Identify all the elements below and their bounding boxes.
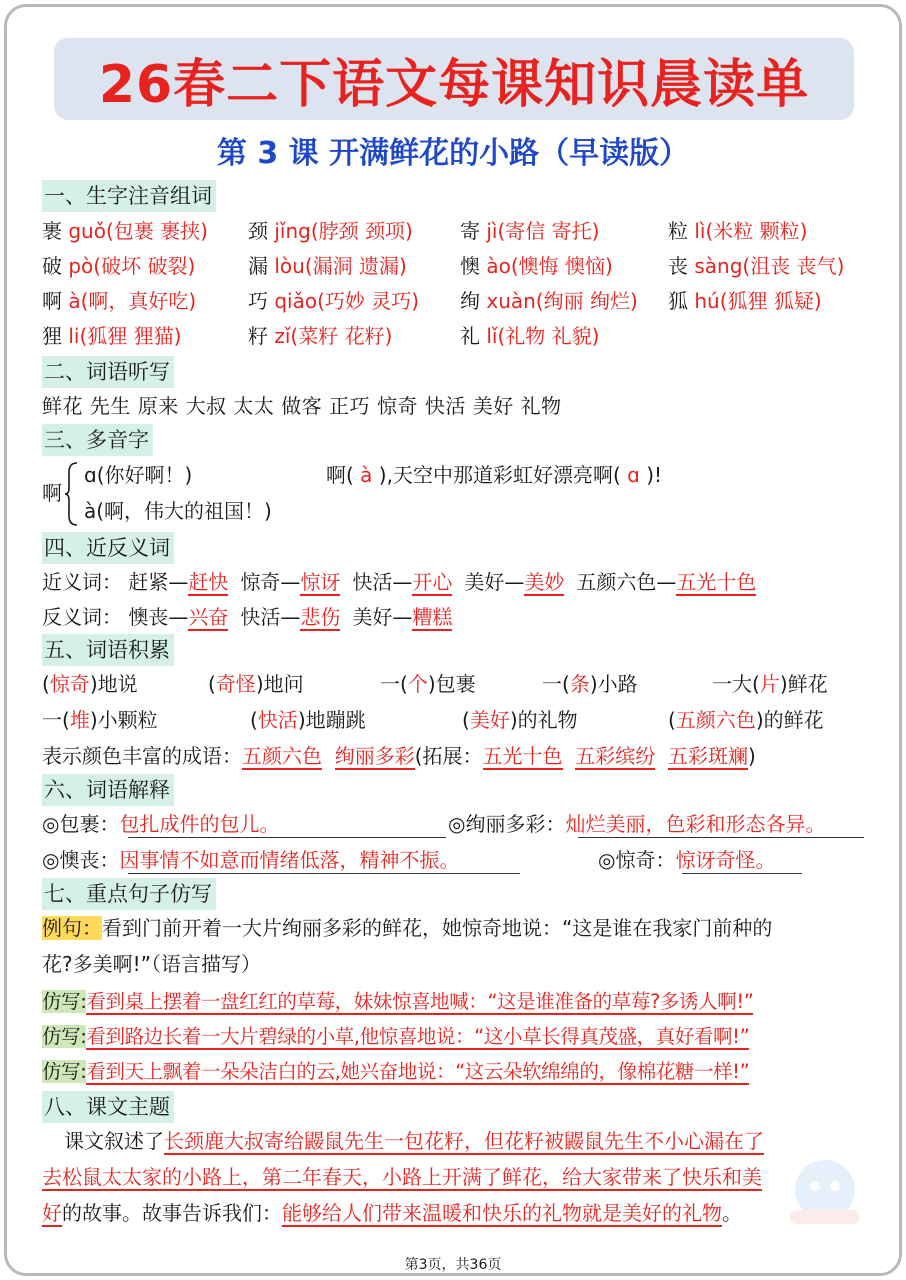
- theme-line-2: 去松鼠太太家的小路上，第二年春天，小路上开满了鲜花，给大家带来了快乐和美: [42, 1165, 762, 1189]
- fill-blank-item: [42, 666, 138, 702]
- pinyin: zǐ: [274, 324, 291, 348]
- blank-answer: 美好: [469, 708, 510, 732]
- char-row: [42, 249, 872, 284]
- synonyms-row: 近义词： 赶紧—赶快 惊奇—惊讶 快活—开心 美好—美妙 五颜六色—五光十色: [42, 570, 757, 594]
- pinyin: guǒ: [68, 219, 106, 243]
- section-heading-6: 六、词语解释: [42, 774, 174, 806]
- antonyms-row: 反义词： 懊丧—兴奋 快活—悲伤 美好—糟糕: [42, 605, 453, 629]
- section-heading-2: 二、词语听写: [42, 356, 174, 388]
- char-entry: [668, 249, 844, 284]
- blank-answer: 惊奇: [49, 672, 90, 696]
- blank-answer: 片: [759, 672, 780, 696]
- blank-prefix: (: [668, 708, 676, 732]
- char-words: (菜籽 花籽): [290, 324, 393, 348]
- pair-answer: 惊讶: [300, 570, 341, 594]
- fill-blank-item: [250, 702, 366, 738]
- blank-answer: 快活: [257, 708, 298, 732]
- char-entry: [460, 249, 613, 284]
- example-label: 例句：: [42, 916, 102, 940]
- pair-answer: 糟糕: [412, 605, 453, 629]
- pair-word: 美好—: [464, 570, 525, 594]
- imitation-sentences: [42, 984, 872, 1089]
- imitation-label: 仿写:: [42, 1025, 87, 1048]
- pair-answer: 美妙: [524, 570, 565, 594]
- char: 啊: [42, 289, 62, 313]
- content: [42, 180, 872, 1231]
- theme-line-1: 课文叙述了长颈鹿大叔寄给鼹鼠先生一包花籽，但花籽被鼹鼠先生不小心漏在了: [64, 1129, 764, 1153]
- char: 绚: [460, 289, 480, 313]
- blank-prefix: 一(: [380, 672, 408, 696]
- polyphone-reading-1: ɑ(你好啊！): [84, 463, 193, 487]
- pair-word: 快活—: [240, 605, 301, 629]
- char-words: (包裹 裹挟): [105, 219, 208, 243]
- char-words: (狐狸 狸猫): [79, 324, 182, 348]
- section-heading-3: 三、多音字: [42, 424, 153, 456]
- title-banner: [54, 38, 854, 120]
- char-entry: [668, 214, 807, 249]
- imitation-row: [42, 1019, 872, 1054]
- char-row: [42, 284, 872, 319]
- char-entry: [248, 214, 413, 249]
- fill-blank-item: [462, 702, 578, 738]
- blank-answer: 条: [569, 672, 590, 696]
- section-heading-8: 八、课文主题: [42, 1091, 174, 1123]
- pair-answer: 五光十色: [676, 570, 757, 594]
- blank-suffix: )的礼物: [509, 708, 578, 732]
- polyphone-example: 啊( à ),天空中那道彩虹好漂亮啊( ɑ )!: [326, 463, 663, 487]
- pinyin: hú: [694, 289, 720, 313]
- pinyin: pò: [68, 254, 94, 278]
- char: 狸: [42, 324, 62, 348]
- pair-answer: 兴奋: [188, 605, 229, 629]
- pinyin: lòu: [274, 254, 305, 278]
- fill-blank-item: [380, 666, 476, 702]
- blank-answer: 奇怪: [215, 672, 256, 696]
- char-words: (脖颈 颈项): [310, 219, 413, 243]
- char-entry: [460, 214, 599, 249]
- pair-word: 快活—: [352, 570, 413, 594]
- pinyin: xuàn: [486, 289, 536, 313]
- char-words: (绚丽 绚烂): [535, 289, 638, 313]
- char-entry: [248, 319, 392, 354]
- pair-word: 惊奇—: [240, 570, 301, 594]
- char: 籽: [248, 324, 268, 348]
- polyphone-reading-2: à(啊，伟大的祖国！): [84, 499, 272, 523]
- word-pair: [352, 605, 452, 629]
- section-heading-7: 七、重点句子仿写: [42, 878, 216, 910]
- blank-suffix: )鲜花: [779, 672, 828, 696]
- char-table: [42, 214, 872, 354]
- blank-answer: 堆: [69, 708, 90, 732]
- fill-blank-item: [208, 666, 304, 702]
- char-entry: [248, 284, 419, 319]
- char-entry: [248, 249, 407, 284]
- accumulation-row-1: [42, 666, 872, 702]
- blank-prefix: (: [42, 672, 50, 696]
- explain-row-2: ◎懊丧：因事情不如意而情绪低落，精神不振。 ◎惊奇：惊讶奇怪。: [42, 842, 872, 878]
- char-row: [42, 214, 872, 249]
- char-row: [42, 319, 872, 354]
- char: 破: [42, 254, 62, 278]
- blank-suffix: )小路: [589, 672, 638, 696]
- pinyin: ào: [486, 254, 511, 278]
- char-entry: [42, 284, 196, 319]
- fill-blank-item: [42, 702, 158, 738]
- char-words: (巧妙 灵巧): [317, 289, 420, 313]
- section-heading-1: 一、生字注音组词: [42, 180, 216, 212]
- fill-blank-item: [542, 666, 638, 702]
- imitation-row: [42, 984, 872, 1019]
- char-entry: [460, 284, 638, 319]
- blank-suffix: )地说: [89, 672, 138, 696]
- polyphone-char: 啊: [42, 481, 62, 505]
- blank-answer: 五颜六色: [675, 708, 756, 732]
- blank-prefix: (: [462, 708, 470, 732]
- word-pair: [576, 570, 756, 594]
- blank-suffix: )地蹦跳: [297, 708, 366, 732]
- blank-prefix: 一(: [42, 708, 70, 732]
- pair-word: 美好—: [352, 605, 413, 629]
- pinyin: lǐ: [486, 324, 498, 348]
- char-entry: [42, 249, 195, 284]
- blank-suffix: )小颗粒: [89, 708, 158, 732]
- blank-prefix: 一(: [542, 672, 570, 696]
- char-words: (懊悔 懊恼): [510, 254, 613, 278]
- pinyin: jì: [486, 219, 498, 243]
- pinyin: jǐng: [274, 219, 311, 243]
- word-pair: [240, 605, 340, 629]
- section-heading-5: 五、词语积累: [42, 634, 174, 666]
- page-number: 第3页，共36页: [404, 1257, 502, 1273]
- char-words: (啊，真好吃): [80, 289, 197, 313]
- page-title: 26春二下语文每课知识晨读单: [98, 54, 810, 115]
- example-sentence-line-1: 例句：看到门前开着一大片绚丽多彩的鲜花，她惊奇地说：“这是谁在我家门前种的: [42, 916, 773, 940]
- word-pair: [128, 570, 228, 594]
- pair-word: 五颜六色—: [576, 570, 677, 594]
- dictation-words: 鲜花 先生 原来 大叔 太太 做客 正巧 惊奇 快活 美好 礼物: [42, 394, 562, 418]
- char: 漏: [248, 254, 268, 278]
- char-words: (沮丧 丧气): [742, 254, 845, 278]
- pinyin: à: [68, 289, 81, 313]
- imitation-sentence: 看到桌上摆着一盘红红的草莓，妹妹惊喜地喊：“这是谁准备的草莓?多诱人啊!”: [86, 990, 754, 1013]
- blank-answer: 个: [407, 672, 428, 696]
- blank-prefix: (: [208, 672, 216, 696]
- imitation-sentence: 看到天上飘着一朵朵洁白的云,她兴奋地说：“这云朵软绵绵的，像棉花糖一样!”: [86, 1060, 750, 1083]
- accumulation-row-2: [42, 702, 872, 738]
- char-words: (破坏 破裂): [93, 254, 196, 278]
- blank-prefix: (: [250, 708, 258, 732]
- pair-answer: 悲伤: [300, 605, 341, 629]
- word-pair: [352, 570, 452, 594]
- char: 狐: [668, 289, 688, 313]
- char: 懊: [460, 254, 480, 278]
- section-heading-4: 四、近反义词: [42, 532, 174, 564]
- char: 寄: [460, 219, 480, 243]
- pair-word: 懊丧—: [128, 605, 189, 629]
- char-entry: [42, 214, 208, 249]
- example-sentence-line-2: 花?多美啊!”（语言描写）: [42, 952, 261, 976]
- char: 颈: [248, 219, 268, 243]
- imitation-label: 仿写:: [42, 990, 87, 1013]
- char-entry: [460, 319, 599, 354]
- theme-line-3: 好的故事。故事告诉我们：能够给人们带来温暖和快乐的礼物就是美好的礼物。: [42, 1201, 742, 1225]
- explain-row-1: ◎包裹：包扎成件的包儿。 ◎绚丽多彩：灿烂美丽，色彩和形态各异。: [42, 806, 872, 842]
- pair-answer: 开心: [412, 570, 453, 594]
- blank-suffix: )包裹: [427, 672, 476, 696]
- char: 粒: [668, 219, 688, 243]
- char-words: (米粒 颗粒): [705, 219, 808, 243]
- char-words: (狐狸 狐疑): [719, 289, 822, 313]
- pinyin: sàng: [694, 254, 743, 278]
- lesson-subtitle: 第 3 课 开满鲜花的小路（早读版）: [216, 136, 690, 171]
- imitation-sentence: 看到路边长着一大片碧绿的小草,他惊喜地说：“这小草长得真茂盛，真好看啊!”: [86, 1025, 750, 1048]
- word-pair: [128, 605, 228, 629]
- char-words: (漏洞 遗漏): [304, 254, 407, 278]
- pinyin: lì: [694, 219, 706, 243]
- blank-prefix: 一大(: [712, 672, 760, 696]
- word-pair: [464, 570, 564, 594]
- char: 巧: [248, 289, 268, 313]
- pinyin: li: [68, 324, 80, 348]
- blank-suffix: )地问: [255, 672, 304, 696]
- imitation-label: 仿写:: [42, 1060, 87, 1083]
- char: 丧: [668, 254, 688, 278]
- brace-icon: [64, 462, 78, 526]
- imitation-row: [42, 1054, 872, 1089]
- char: 裹: [42, 219, 62, 243]
- fill-blank-item: [712, 666, 828, 702]
- pair-word: 赶紧—: [128, 570, 189, 594]
- fill-blank-item: [668, 702, 824, 738]
- mascot-watermark-icon: [770, 1150, 880, 1230]
- polyphone-block: [42, 456, 872, 532]
- char-words: (礼物 礼貌): [497, 324, 600, 348]
- char-entry: [668, 284, 822, 319]
- char-entry: [42, 319, 181, 354]
- pinyin: qiǎo: [274, 289, 318, 313]
- blank-suffix: )的鲜花: [755, 708, 824, 732]
- char: 礼: [460, 324, 480, 348]
- word-pair: [240, 570, 340, 594]
- char-words: (寄信 寄托): [497, 219, 600, 243]
- accumulation-row-3: 表示颜色丰富的成语：五颜六色 绚丽多彩(拓展：五光十色 五彩缤纷 五彩斑斓): [42, 744, 756, 768]
- pair-answer: 赶快: [188, 570, 229, 594]
